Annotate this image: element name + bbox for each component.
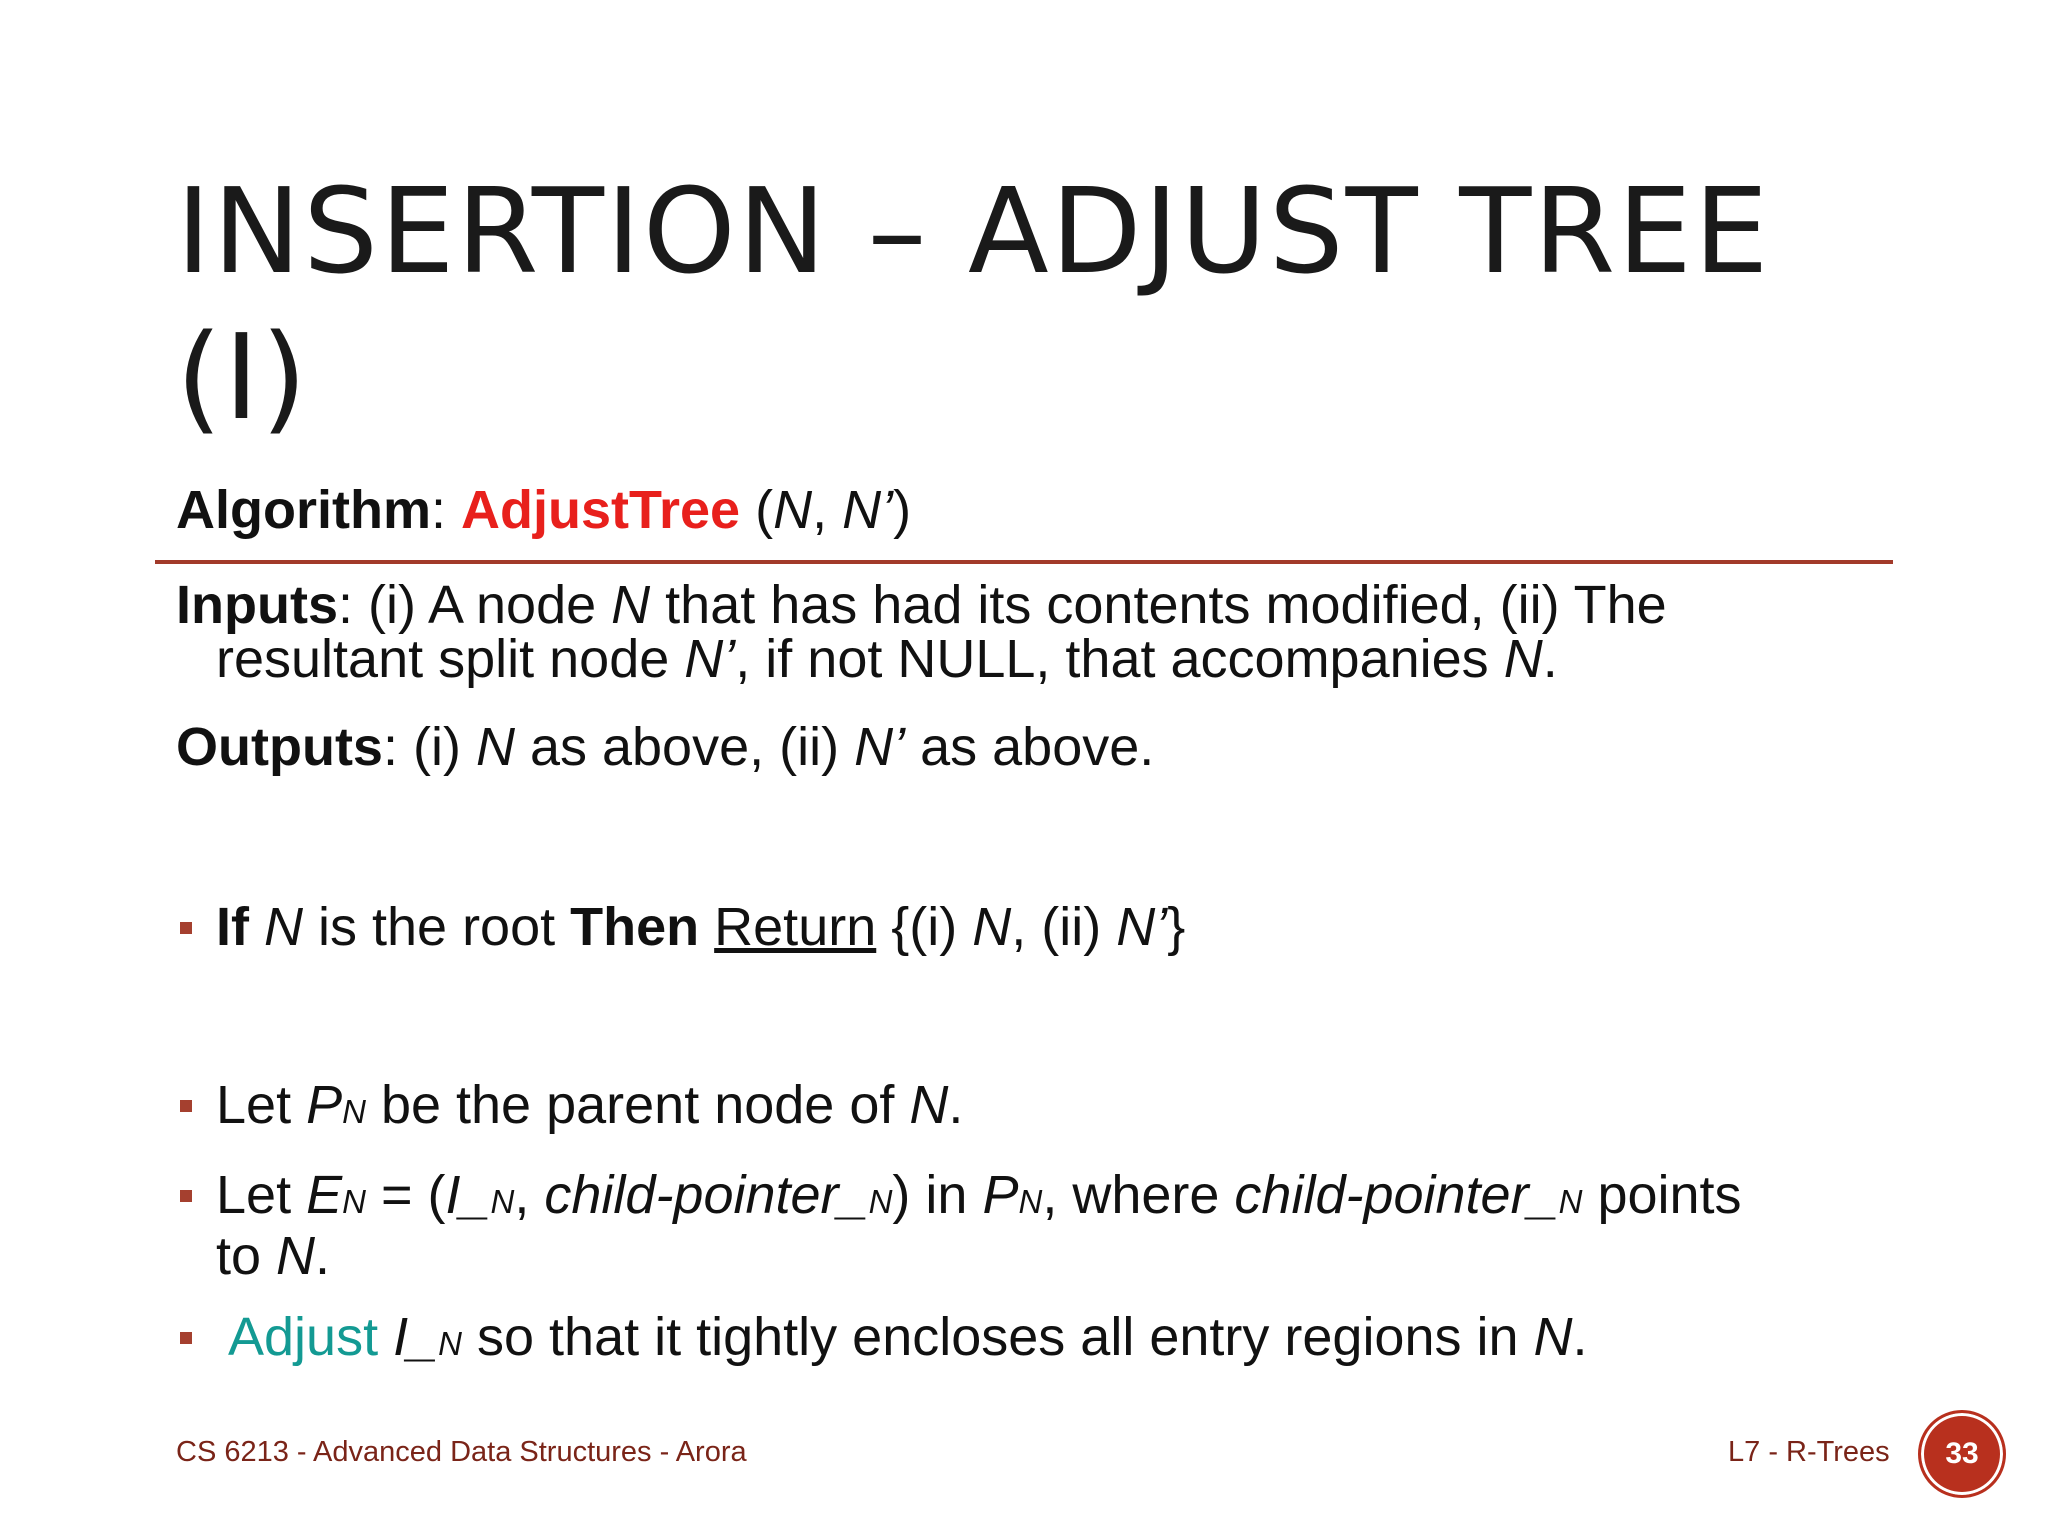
var-n: N (611, 575, 651, 635)
bullet-let-entry (176, 1165, 1886, 1286)
var-i: I_ (393, 1307, 439, 1367)
var-child-pointer: child-pointer_ (544, 1165, 869, 1225)
bullet-text (176, 1307, 1886, 1371)
bullet-text-span: Let (216, 1165, 307, 1225)
var-e: E (306, 1165, 343, 1225)
page-number-badge (1918, 1410, 2006, 1498)
bullet-text-span: , (514, 1165, 545, 1225)
subscript-n: N (1558, 1183, 1583, 1220)
bullet-square-icon (180, 1100, 192, 1112)
var-i: I_ (445, 1165, 491, 1225)
bullet-adjust (176, 1307, 1886, 1371)
slide-title: INSERTION – ADJUST TREE (I) (176, 162, 1771, 446)
outputs-text: : (i) (382, 717, 476, 777)
algorithm-label: Algorithm (176, 480, 431, 540)
outputs-paragraph (176, 717, 1876, 777)
keyword-then: Then (570, 897, 700, 957)
var-n: N (276, 1226, 316, 1286)
bullet-text-span: {(i) (876, 897, 973, 957)
bullet-text (176, 1075, 1886, 1139)
inputs-paragraph (176, 575, 1876, 689)
bullet-text-span: . (948, 1075, 964, 1135)
keyword-if: If (216, 897, 249, 957)
bullet-text-span: } (1167, 897, 1186, 957)
subscript-n: N (342, 1093, 366, 1130)
inputs-text: that has had its contents modified, (ii) The (650, 575, 1667, 635)
var-n: N (475, 717, 515, 777)
footer-lecture: L7 - R-Trees (1728, 1436, 1890, 1468)
outputs-text: as above, (ii) (514, 717, 855, 777)
inputs-text: resultant split node (216, 629, 685, 689)
inputs-label: Inputs (176, 575, 338, 635)
bullet-text-span: Let (216, 1075, 307, 1135)
inputs-text: , if not NULL, that accompanies (735, 629, 1504, 689)
bullet-text (176, 1165, 1886, 1286)
var-n-prime: N’ (684, 629, 736, 689)
subscript-n: N (868, 1183, 893, 1220)
algorithm-name: AdjustTree (461, 480, 741, 540)
outputs-label: Outputs (176, 717, 383, 777)
var-n: N (972, 897, 1012, 957)
param-n: N (773, 480, 813, 540)
bullet-let-parent (176, 1075, 1886, 1139)
bullet-text-span (699, 897, 714, 957)
var-n: N (909, 1075, 949, 1135)
bullet-text-span: be the parent node of (365, 1075, 910, 1135)
var-p: P (306, 1075, 343, 1135)
subscript-n: N (1018, 1183, 1043, 1220)
bullet-text-span: . (315, 1226, 331, 1286)
bullet-text (176, 897, 1886, 957)
params-close: ) (893, 480, 912, 540)
bullet-square-icon (180, 1190, 192, 1202)
inputs-text: . (1542, 629, 1558, 689)
bullet-square-icon (180, 1332, 192, 1344)
var-n-prime: N’ (1116, 897, 1168, 957)
keyword-return: Return (714, 897, 877, 957)
bullet-text-span: . (1572, 1307, 1588, 1367)
page-number: 33 (1945, 1437, 1979, 1470)
footer-course: CS 6213 - Advanced Data Structures - Arora (176, 1436, 747, 1468)
bullet-text-span: points (1582, 1165, 1742, 1225)
bullet-text-span: , where (1042, 1165, 1235, 1225)
bullet-if-root (176, 897, 1886, 957)
algorithm-heading: Algorithm: AdjustTree (N, N’) (176, 480, 912, 540)
bullet-text-span: = ( (365, 1165, 446, 1225)
params-sep: , (812, 480, 843, 540)
bullet-text-span: so that it tightly encloses all entry regions in (462, 1307, 1534, 1367)
bullet-text-span: to (216, 1226, 277, 1286)
bullet-text-span: is the root (303, 897, 571, 957)
subscript-n: N (490, 1183, 515, 1220)
bullet-square-icon (180, 922, 192, 934)
param-n-prime: N’ (842, 480, 894, 540)
bullet-text-span: ) in (892, 1165, 983, 1225)
var-n: N (1533, 1307, 1573, 1367)
var-n-prime: N’ (854, 717, 906, 777)
var-n: N (1503, 629, 1543, 689)
params-open: ( (740, 480, 774, 540)
var-n: N (249, 897, 303, 957)
keyword-adjust: Adjust (228, 1307, 379, 1367)
var-child-pointer: child-pointer_ (1234, 1165, 1559, 1225)
subscript-n: N (342, 1183, 366, 1220)
inputs-text: : (i) A node (337, 575, 612, 635)
bullet-text-span: , (ii) (1011, 897, 1117, 957)
outputs-text: as above. (905, 717, 1155, 777)
inputs-line-2 (176, 629, 1876, 689)
inputs-line-1 (176, 575, 1876, 635)
divider-rule (155, 560, 1893, 564)
var-p: P (982, 1165, 1019, 1225)
subscript-n: N (438, 1325, 462, 1362)
